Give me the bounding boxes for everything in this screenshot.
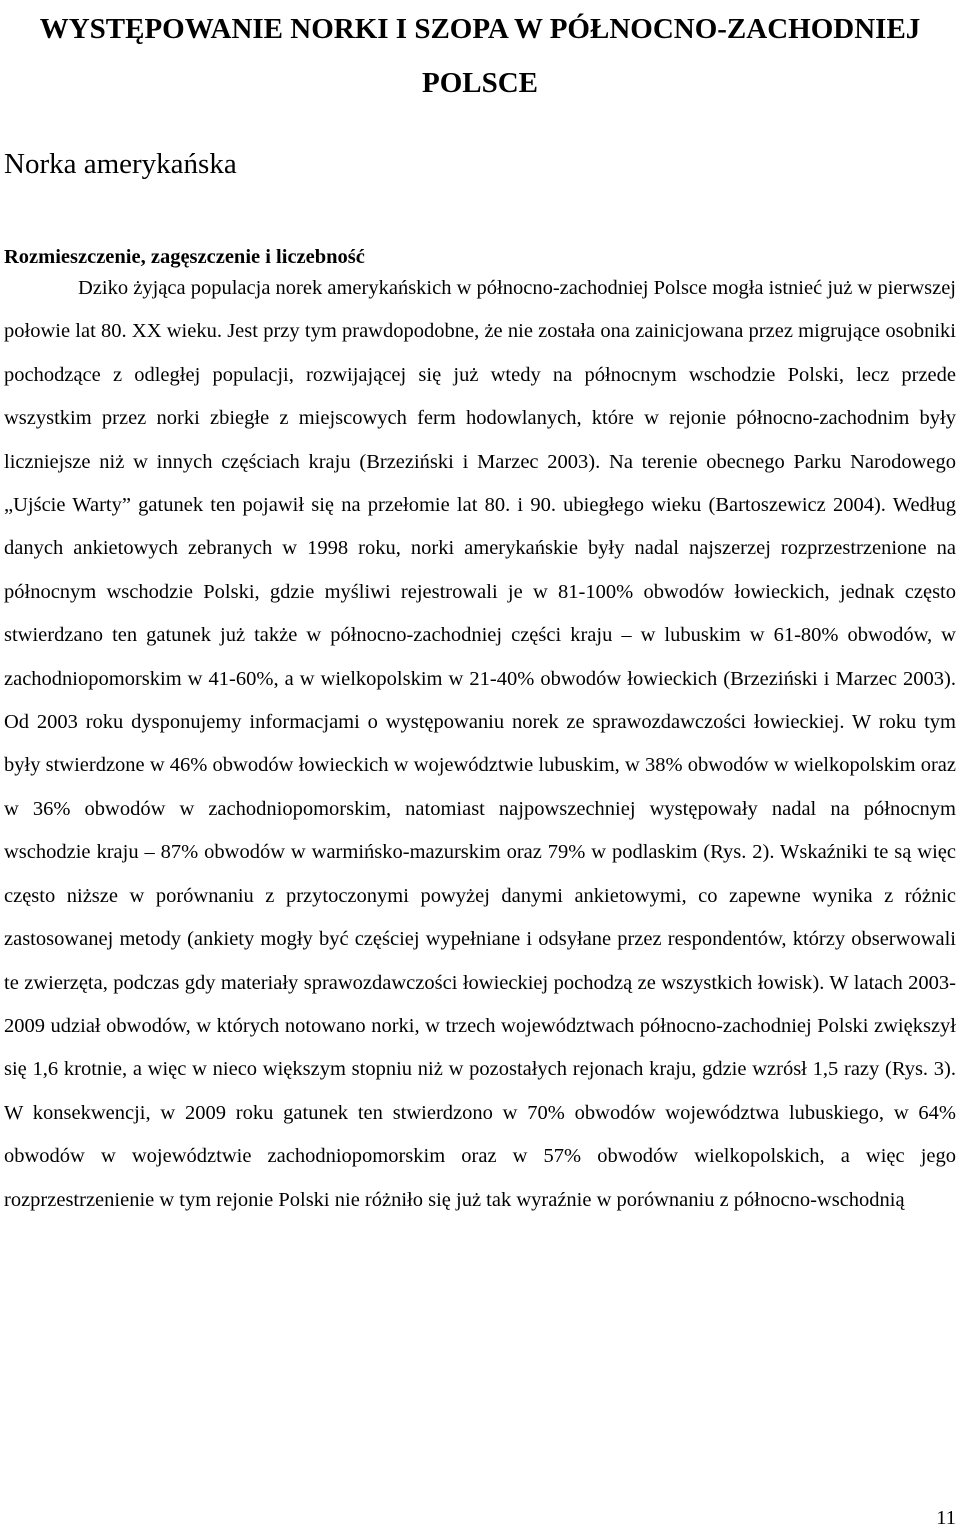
- document-title: WYSTĘPOWANIE NORKI I SZOPA W PÓŁNOCNO-ZACHODNIEJ POLSCE: [39, 13, 921, 99]
- section-heading: Norka amerykańska: [4, 148, 237, 180]
- body-paragraph: Dziko żyjąca populacja norek amerykańskich w północno-zachodniej Polsce mogła istnieć już w pierwszej połowie lat 80. XX wieku. Jest przy tym prawdopodobne, że nie została ona zainicjowana przez migrujące osobniki pochodzące z odległej populacji, rozwijającej się już wtedy na północnym wschodzie Polski, lecz przede wszystkim przez norki zbiegłe z miejscowych ferm hodowlanych, które w rejonie północno-zachodnim były liczniejsze niż w innych częściach kraju (Brzeziński i Marzec 2003). Na terenie obecnego Parku Narodowego „Ujście Warty” gatunek ten pojawił się na przełomie lat 80. i 90. ubiegłego wieku (Bartoszewicz 2004). Według danych ankietowych zebranych w 1998 roku, norki amerykańskie były nadal najszerzej rozprzestrzenione na północnym wschodzie Polski, gdzie myśliwi rejestrowali je w 81-100% obwodów łowieckich, jednak często stwierdzano ten gatunek już także w północno-zachodniej części kraju – w lubuskim w 61-80% obwodów, w zachodniopomorskim w 41-60%, a w wielkopolskim w 21-40% obwodów łowieckich (Brzeziński i Marzec 2003). Od 2003 roku dysponujemy informacjami o występowaniu norek ze sprawozdawczości łowieckiej. W roku tym były stwierdzone w 46% obwodów łowieckich w województwie lubuskim, w 38% obwodów w wielkopolskim oraz w 36% obwodów w zachodniopomorskim, natomiast najpowszechniej występowały nadal na północnym wschodzie kraju – 87% obwodów w warmińsko-mazurskim oraz 79% w podlaskim (Rys. 2). Wskaźniki te są więc często niższe w porównaniu z przytoczonymi powyżej danymi ankietowymi, co zapewne wynika z różnic zastosowanej metody (ankiety mogły być częściej wypełniane i odsyłane przez respondentów, którzy obserwowali te zwierzęta, podczas gdy materiały sprawozdawczości łowieckiej pochodzą ze wszystkich łowisk). W latach 2003-2009 udział obwodów, w których notowano norki, w trzech województwach północno-zachodniej Polski zwiększył się 1,6 krotnie, a więc w nieco większym stopniu niż w pozostałych rejonach kraju, gdzie wzrósł 1,5 razy (Rys. 3). W konsekwencji, w 2009 roku gatunek ten stwierdzono w 70% obwodów województwa lubuskiego, w 64% obwodów w województwie zachodniopomorskim oraz w 57% obwodów wielkopolskich, a więc jego rozprzestrzenienie w tym rejonie Polski nie różniło się już tak wyraźnie w porównaniu z północno-wschodnią: [4, 277, 956, 1211]
- page-number: 11: [936, 1507, 956, 1529]
- subsection-heading: Rozmieszczenie, zagęszczenie i liczebność: [4, 246, 365, 268]
